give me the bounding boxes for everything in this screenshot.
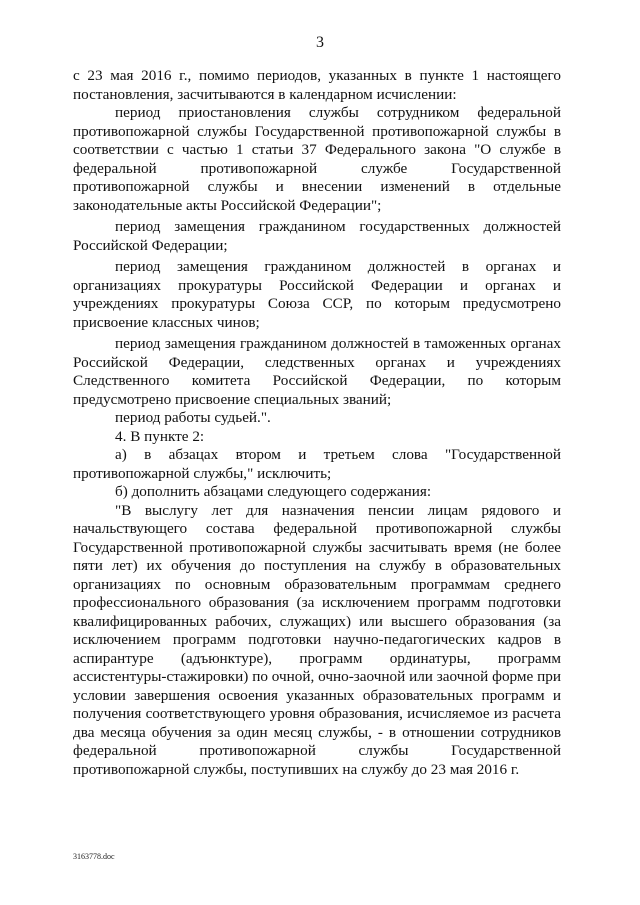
paragraph-item-4: 4. В пункте 2: bbox=[115, 427, 205, 445]
paragraph-subitem-a: а) в абзацах втором и третьем слова "Государственной противопожарной службы," исключить; bbox=[73, 446, 561, 482]
document-file-code: 3163778.doc bbox=[73, 852, 115, 861]
paragraph-suspension-period: период приостановления службы сотрудником федеральной противопожарной службы Государственной противопожарной службы в соответствии с частью 1 статьи 37 Федерального закона "О службе в федеральной противопожарной службе Государственной противопожарной службы и внесении изменений в отдельные законодательные акты Российской Федерации"; bbox=[73, 104, 561, 214]
paragraph-intro: с 23 мая 2016 г., помимо периодов, указанных в пункте 1 настоящего постановления, засчитываются в календарном исчислении: bbox=[73, 67, 561, 103]
paragraph-subitem-b: б) дополнить абзацами следующего содержания: bbox=[115, 483, 432, 500]
paragraph-customs-period: период замещения гражданином должностей в таможенных органах Российской Федерации, следственных органах и учреждениях Следственного комитета Российской Федерации, по которым предусмотрено присвоение специальных званий; bbox=[73, 335, 561, 408]
page-number: 3 bbox=[316, 34, 324, 51]
paragraph-prosecution-period: период замещения гражданином должностей в органах и организациях прокуратуры Российской Федерации и органах и учреждениях прокуратуры Союза ССР, по которым предусмотрено присвоение классных чинов; bbox=[73, 258, 561, 331]
document-body bbox=[73, 67, 561, 779]
paragraph-state-positions-period: период замещения гражданином государственных должностей Российской Федерации; bbox=[73, 218, 561, 254]
paragraph-judge-period: период работы судьей.". bbox=[115, 409, 271, 426]
paragraph-service-length: "В выслугу лет для назначения пенсии лицам рядового и начальствующего состава федеральной противопожарной службы Государственной противопожарной службы засчитывать время (не более пяти лет) их обучения до поступления на службу в образовательных организациях по основным образовательным программам среднего профессионального образования (за исключением программ подготовки квалифицированных рабочих, служащих) или высшего образования (за исключением программ подготовки научно-педагогических кадров в аспирантуре (адъюнктуре), программ ординатуры, программ ассистентуры-стажировки) по очной, очно-заочной или заочной форме при условии завершения освоения указанных образовательных программ и получения соответствующего уровня образования, исчисляемое из расчета два месяца обучения за один месяц службы, - в отношении сотрудников федеральной противопожарной службы Государственной противопожарной службы, поступивших на службу до 23 мая 2016 г. bbox=[73, 501, 561, 778]
